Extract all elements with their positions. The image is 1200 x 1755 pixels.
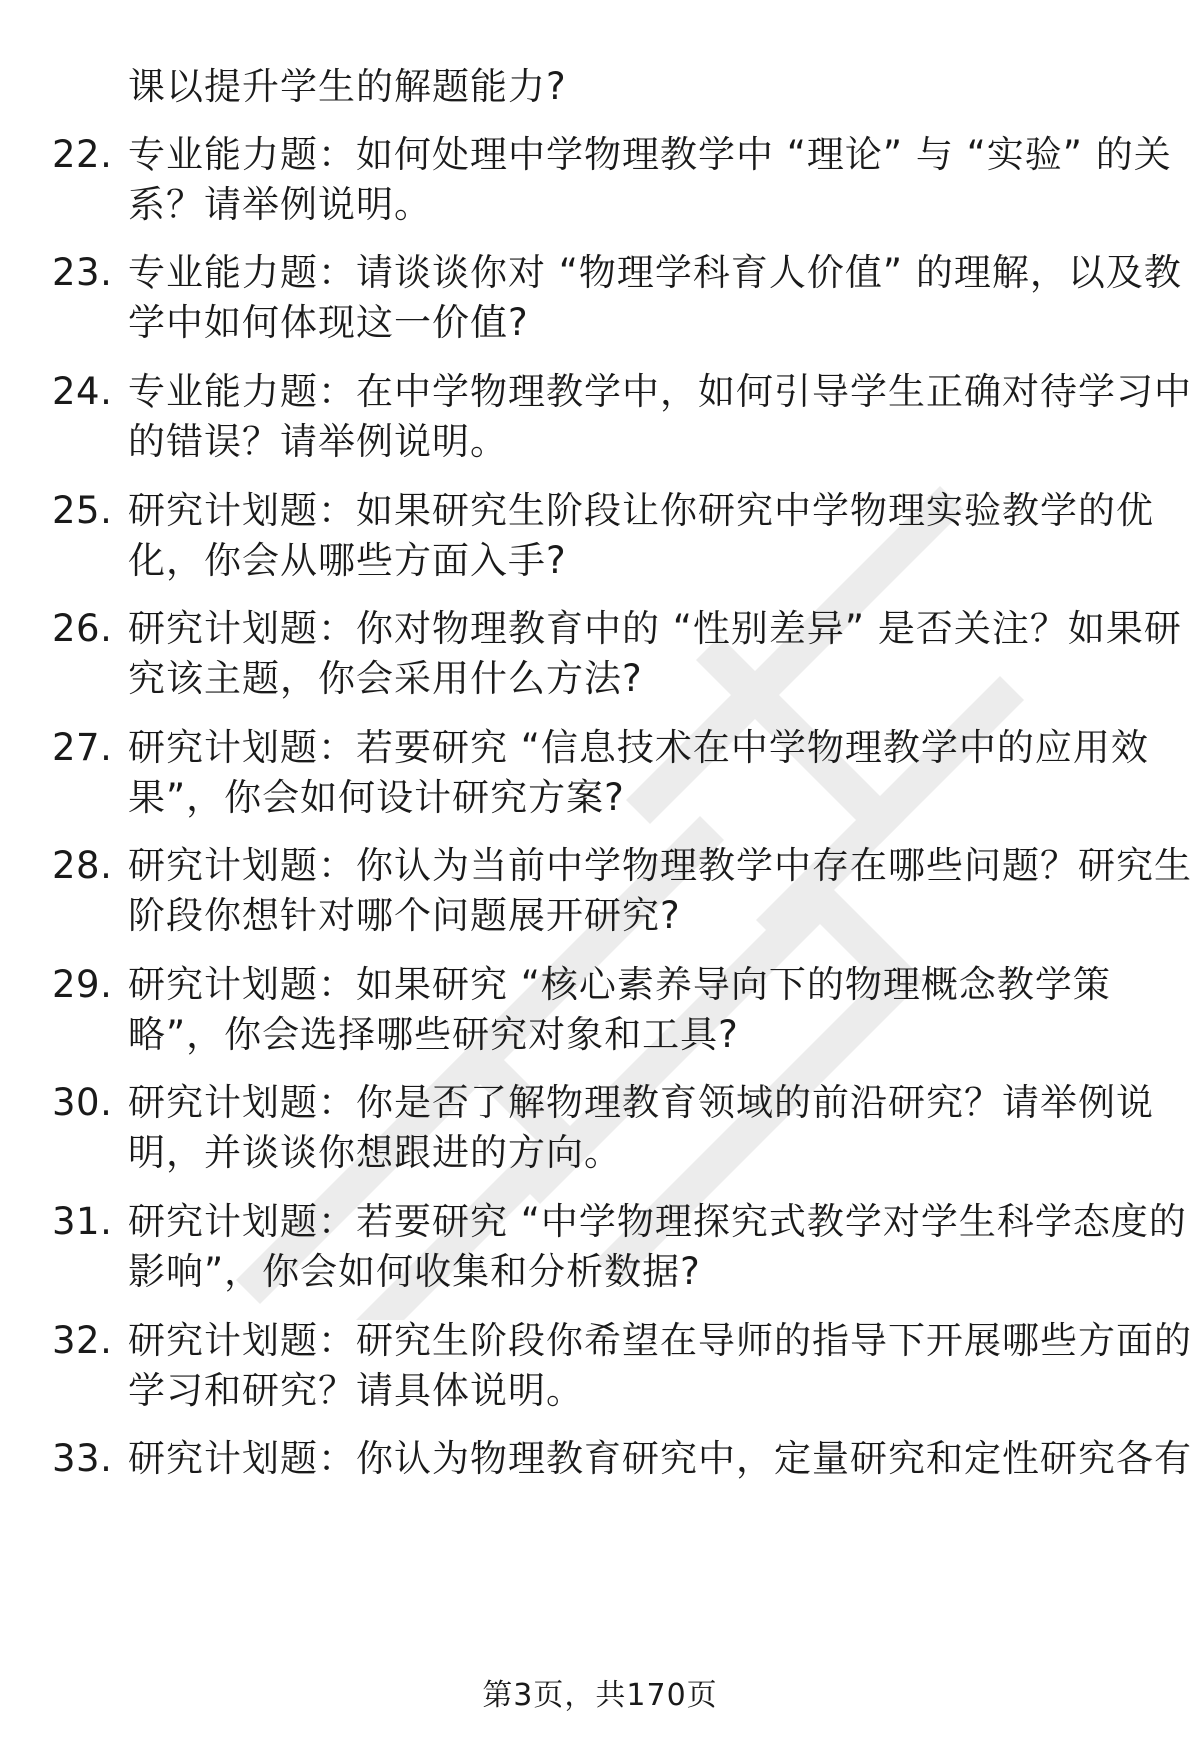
- question-text-line: 阶段你想针对哪个问题展开研究?: [128, 894, 681, 937]
- page-number: 第3页，共170页: [482, 1678, 718, 1713]
- question-text: [128, 1316, 1192, 1416]
- question-text-line: 略”，你会选择哪些研究对象和工具?: [128, 1013, 739, 1056]
- question-text: [128, 841, 1192, 941]
- question-text-line: 研究计划题：你认为当前中学物理教学中存在哪些问题？研究生: [128, 844, 1192, 887]
- question-number: 26.: [52, 607, 113, 650]
- question-number: 31.: [52, 1200, 113, 1243]
- question-text-line: 影响”，你会如何收集和分析数据?: [128, 1250, 701, 1293]
- question-text-line: 研究计划题：研究生阶段你希望在导师的指导下开展哪些方面的: [128, 1319, 1192, 1362]
- question-text-line: 明，并谈谈你想跟进的方向。: [128, 1131, 622, 1174]
- question-text-line: 系？请举例说明。: [128, 183, 432, 226]
- question-text-line: 研究计划题：你认为物理教育研究中，定量研究和定性研究各有: [128, 1437, 1192, 1480]
- question-number: 24.: [52, 370, 113, 413]
- question-text: [128, 723, 1149, 823]
- question-number: 23.: [52, 251, 113, 294]
- question-text-line: 专业能力题：如何处理中学物理教学中 “理论” 与 “实验” 的关: [128, 133, 1172, 176]
- question-number: 22.: [52, 133, 113, 176]
- question-text-line: 研究计划题：若要研究 “中学物理探究式教学对学生科学态度的: [128, 1200, 1187, 1243]
- question-text: [128, 130, 1172, 230]
- question-number: 32.: [52, 1319, 113, 1362]
- question-text: [128, 1197, 1187, 1297]
- question-number: 30.: [52, 1081, 113, 1124]
- question-number: 33.: [52, 1437, 113, 1480]
- question-number: 25.: [52, 489, 113, 532]
- continued-question-text: 课以提升学生的解题能力?: [128, 65, 567, 108]
- question-text: [128, 960, 1144, 1060]
- question-number: 29.: [52, 963, 113, 1006]
- question-text-line: 研究计划题：若要研究 “信息技术在中学物理教学中的应用效: [128, 726, 1149, 769]
- question-text-line: 究该主题，你会采用什么方法?: [128, 657, 643, 700]
- question-text-line: 学中如何体现这一价值?: [128, 301, 529, 344]
- question-text-line: 学习和研究？请具体说明。: [128, 1369, 584, 1412]
- question-text-line: 研究计划题：如果研究生阶段让你研究中学物理实验教学的优: [128, 489, 1154, 532]
- question-text: [128, 604, 1182, 704]
- question-number: 27.: [52, 726, 113, 769]
- question-text-line: 专业能力题：请谈谈你对 “物理学科育人价值” 的理解，以及教: [128, 251, 1182, 294]
- question-text-line: 研究计划题：如果研究 “核心素养导向下的物理概念教学策: [128, 963, 1111, 1006]
- question-text-line: 的错误？请举例说明。: [128, 420, 508, 463]
- question-text: [128, 1078, 1154, 1178]
- question-text: [128, 1434, 1192, 1484]
- question-text: [128, 248, 1182, 348]
- question-text-line: 专业能力题：在中学物理教学中，如何引导学生正确对待学习中: [128, 370, 1192, 413]
- question-text-line: 研究计划题：你对物理教育中的 “性别差异” 是否关注？如果研: [128, 607, 1182, 650]
- question-text-line: 果”，你会如何设计研究方案?: [128, 776, 625, 819]
- question-text-line: 化，你会从哪些方面入手?: [128, 539, 567, 582]
- question-number: 28.: [52, 844, 113, 887]
- question-text-line: 研究计划题：你是否了解物理教育领域的前沿研究？请举例说: [128, 1081, 1154, 1124]
- question-text: [128, 486, 1154, 586]
- question-text: [128, 367, 1192, 467]
